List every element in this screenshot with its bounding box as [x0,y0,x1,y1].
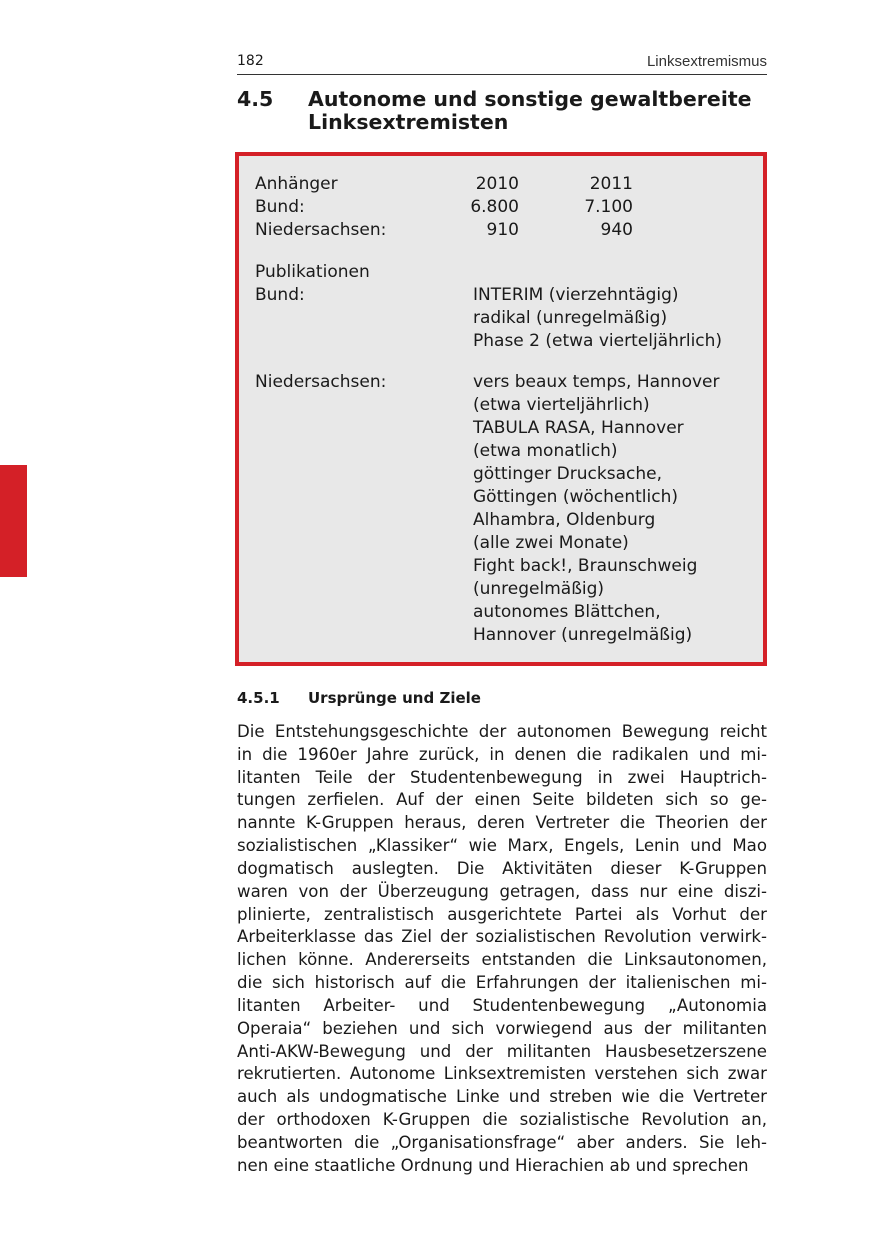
section-number: 4.5 [237,87,274,111]
publications-niedersachsen-label: Niedersachsen: [255,372,387,392]
body-line: plinierte, zentralistisch ausgerichtete Partei als Vorhut der [237,904,767,924]
publication-entry: Phase 2 (etwa vierteljährlich) [473,331,723,351]
publication-entry: (alle zwei Monate) [473,533,629,553]
niedersachsen-2011-value: 940 [600,220,633,240]
publication-entry: (etwa monatlich) [473,441,618,461]
body-line: rekrutierten. Autonome Linksextremisten verstehen sich zwar [237,1064,767,1084]
supporters-label: Anhänger [255,174,338,194]
section-title [308,88,767,134]
niedersachsen-label: Niedersachsen: [255,220,387,240]
body-line: waren von der Überzeugung getragen, dass nur eine diszi- [237,881,767,901]
publication-entry: Göttingen (wöchentlich) [473,487,678,507]
body-line: dogmatisch auslegten. Die Aktivitäten dieser K-Gruppen [237,858,767,878]
body-line: sozialistischen „Klassiker“ wie Marx, Engels, Lenin und Mao [237,836,767,856]
bund-label: Bund: [255,197,305,217]
bund-2011-value: 7.100 [584,197,633,217]
publications-bund-label: Bund: [255,285,305,305]
publication-entry: (etwa vierteljährlich) [473,395,650,415]
subsection-number: 4.5.1 [237,689,280,707]
body-line: lichen könne. Andererseits entstanden die Linksautonomen, [237,950,767,970]
section-title-line: Linksextremisten [308,110,509,134]
body-line: beantworten die „Organisationsfrage“ aber anders. Sie leh- [237,1132,767,1152]
publication-entry: vers beaux temps, Hannover [473,372,720,392]
niedersachsen-2010-value: 910 [486,220,519,240]
body-line: tungen zerfielen. Auf der einen Seite bildeten sich so ge- [237,790,767,810]
running-title: Linksextremismus [646,53,767,70]
section-title-line: Autonome und sonstige gewaltbereite [308,87,752,111]
body-line: Arbeiterklasse das Ziel der sozialistischen Revolution verwirk- [237,927,767,947]
body-line: Operaia“ beziehen und sich vorwiegend aus der militanten [237,1018,767,1038]
body-paragraph [237,721,767,1178]
publication-entry: radikal (unregelmäßig) [473,308,668,328]
page-number: 182 [237,53,264,69]
body-line: litanten Arbeiter- und Studentenbewegung „Autonomia [237,995,767,1015]
publication-entry: autonomes Blättchen, [473,602,661,622]
publications-label: Publikationen [255,262,370,282]
publication-entry: Fight back!, Braunschweig [473,556,698,576]
chapter-tab-marker [0,465,27,577]
body-line: Die Entstehungsgeschichte der autonomen Bewegung reicht [237,722,767,741]
body-line: litanten Teile der Studentenbewegung in zwei Hauptrich- [237,767,767,787]
body-line: in die 1960er Jahre zurück, in denen die radikalen und mi- [237,744,767,764]
body-line: Anti-AKW-Bewegung und der militanten Hausbesetzerszene [237,1041,767,1061]
publication-entry: TABULA RASA, Hannover [473,418,684,438]
publication-entry: Hannover (unregelmäßig) [473,625,693,645]
bund-2010-value: 6.800 [470,197,519,217]
subsection-title: Ursprünge und Ziele [308,689,481,707]
publication-entry: Alhambra, Oldenburg [473,510,656,530]
body-line: nannte K-Gruppen heraus, deren Vertreter die Theorien der [237,813,767,833]
body-line: auch als undogmatische Linke und streben wie die Vertreter [237,1087,767,1107]
body-line: der orthodoxen K-Gruppen die sozialistische Revolution an, [237,1110,767,1130]
publication-entry: göttinger Drucksache, [473,464,662,484]
year-2010-header: 2010 [475,174,519,194]
publication-entry: (unregelmäßig) [473,579,605,599]
body-line: die sich historisch auf die Erfahrungen der italienischen mi- [237,973,767,993]
year-2011-header: 2011 [589,174,633,194]
publication-entry: INTERIM (vierzehntägig) [473,285,679,305]
running-header [237,52,767,75]
statistics-infobox [235,152,767,666]
body-line: nen eine staatliche Ordnung und Hierachien ab und sprechen [237,1155,749,1175]
